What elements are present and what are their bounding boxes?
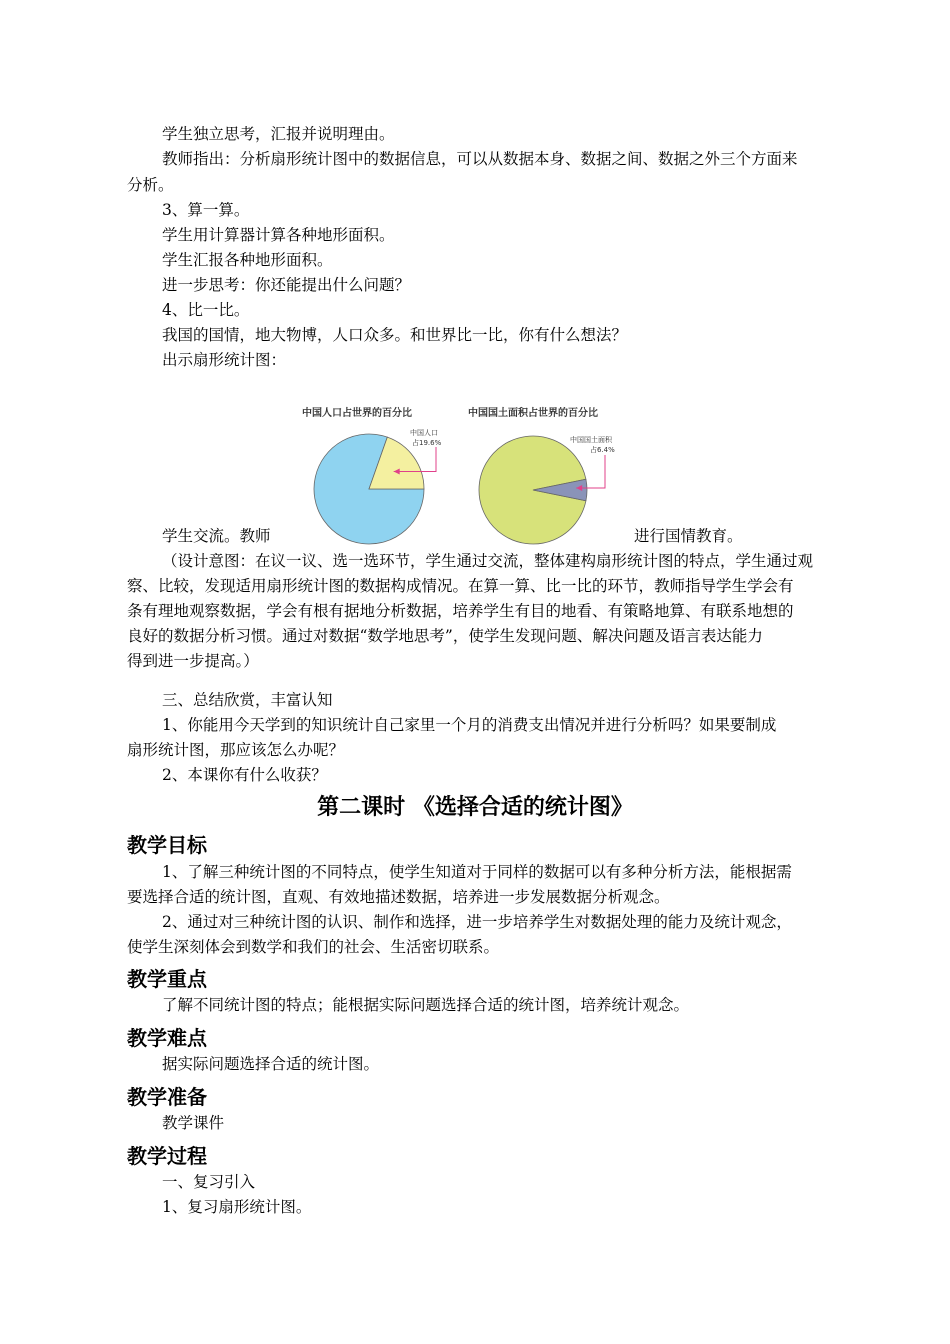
paragraph: 1、复习扇形统计图。: [162, 1198, 312, 1216]
paragraph: 3、算一算。: [162, 201, 250, 219]
section-heading: 三、总结欣赏，丰富认知: [162, 691, 333, 709]
paragraph: 2、本课你有什么收获？: [162, 766, 327, 784]
pie1-annotation-line2: 占19.6%: [412, 439, 442, 447]
heading-key-points: 教学重点: [127, 967, 207, 991]
heading-difficulties: 教学难点: [127, 1026, 207, 1050]
pie1-annotation-line1: 中国人口: [410, 429, 438, 437]
paragraph: 教师指出：分析扇形统计图中的数据信息，可以从数据本身、数据之间、数据之外三个方面来: [162, 150, 798, 168]
paragraph: 1、你能用今天学到的知识统计自己家里一个月的消费支出情况并进行分析吗？如果要制成: [162, 716, 777, 734]
heading-preparation: 教学准备: [127, 1085, 207, 1109]
heading-teaching-goals: 教学目标: [127, 833, 207, 857]
paragraph: 要选择合适的统计图，直观、有效地描述数据，培养进一步发展数据分析观念。: [127, 888, 670, 906]
paragraph: 学生独立思考，汇报并说明理由。: [162, 125, 395, 143]
paragraph: 学生汇报各种地形面积。: [162, 251, 333, 269]
heading-process: 教学过程: [127, 1144, 207, 1168]
chart1-title: 中国人口占世界的百分比: [302, 408, 412, 419]
paragraph: 出示扇形统计图：: [162, 351, 287, 369]
paragraph: 了解不同统计图的特点；能根据实际问题选择合适的统计图，培养统计观念。: [162, 996, 690, 1014]
pie-charts-svg: [300, 402, 630, 545]
design-intent: （设计意图：在议一议、选一选环节，学生通过交流，整体建构扇形统计图的特点，学生通过观: [162, 552, 814, 570]
lesson-title: 第二课时 《选择合适的统计图》: [317, 795, 633, 820]
pie2-annotation-line2: 占6.4%: [590, 446, 615, 454]
paragraph: 扇形统计图，那应该怎么办呢？: [127, 741, 345, 759]
design-intent: 良好的数据分析习惯。通过对数据“数学地思考”，使学生发现问题、解决问题及语言表达能力: [127, 627, 763, 645]
paragraph: 学生交流。教师: [162, 527, 271, 545]
paragraph: 进一步思考：你还能提出什么问题？: [162, 276, 411, 294]
design-intent: 条有理地观察数据，学会有根有据地分析数据，培养学生有目的地看、有策略地算、有联系地想的: [127, 602, 794, 620]
paragraph: 一、复习引入: [162, 1173, 256, 1191]
paragraph: 进行国情教育。: [634, 527, 743, 545]
paragraph: 使学生深刻体会到数学和我们的社会、生活密切联系。: [127, 938, 500, 956]
design-intent: 察、比较，发现适用扇形统计图的数据构成情况。在算一算、比一比的环节，教师指导学生学会有: [127, 577, 794, 595]
pie-chart-figure: [300, 402, 630, 545]
pie2-annotation-line1: 中国国土面积: [570, 436, 612, 444]
paragraph: 我国的国情，地大物博，人口众多。和世界比一比，你有什么想法？: [162, 326, 628, 344]
paragraph: 分析。: [127, 176, 174, 194]
chart2-title: 中国国土面积占世界的百分比: [468, 408, 598, 419]
paragraph: 1、了解三种统计图的不同特点，使学生知道对于同样的数据可以有多种分析方法，能根据需: [162, 863, 792, 881]
paragraph: 据实际问题选择合适的统计图。: [162, 1055, 380, 1073]
paragraph: 教学课件: [162, 1114, 225, 1132]
paragraph: 4、比一比。: [162, 301, 250, 319]
paragraph: 2、通过对三种统计图的认识、制作和选择，进一步培养学生对数据处理的能力及统计观念，: [162, 913, 792, 931]
paragraph: 学生用计算器计算各种地形面积。: [162, 226, 395, 244]
design-intent: 得到进一步提高。）: [127, 652, 259, 670]
